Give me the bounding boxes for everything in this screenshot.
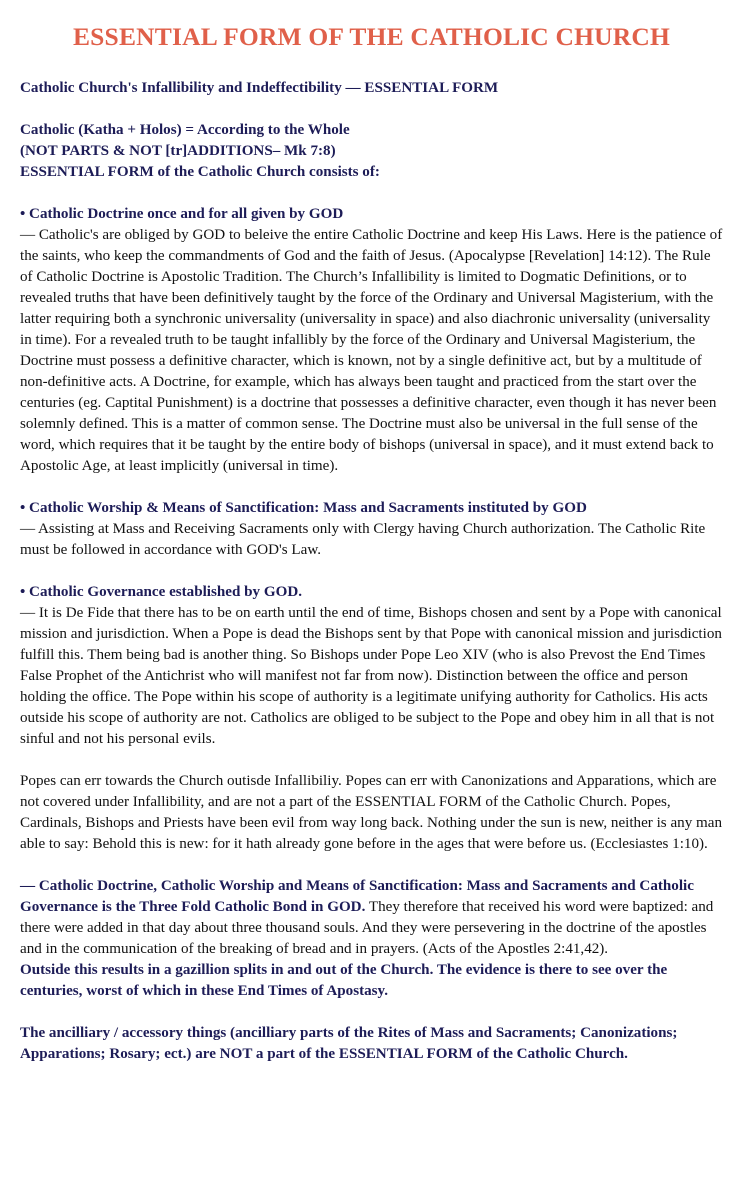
doctrine-heading: • Catholic Doctrine once and for all given by GOD <box>20 206 344 222</box>
threefold-body: They therefore that received his word were baptized: and there were added in that day about three thousand souls. And they were persevering in the doctrine of the apostles and in the communication of the breaking of bread and in prayers. (Acts of the Apostles 2:41,42). <box>20 899 714 957</box>
governance-heading: • Catholic Governance established by GOD. <box>20 584 303 600</box>
spacer <box>20 99 723 120</box>
spacer <box>20 561 723 582</box>
threefold-bold: — Catholic Doctrine, Catholic Worship and Means of Sanctification: Mass and Sacraments and Catholic Governance is the Three Fold Catholic Bond in GOD. <box>20 878 694 915</box>
intro-line-3: ESSENTIAL FORM of the Catholic Church consists of: <box>20 164 380 180</box>
intro-line-1: Catholic (Katha + Holos) = According to the Whole <box>20 122 350 138</box>
spacer <box>20 1002 723 1023</box>
governance-body: — It is De Fide that there has to be on earth until the end of time, Bishops chosen and sent by a Pope with canonical mission and jurisdiction. When a Pope is dead the Bishops sent by that Pope with canonical mission and jurisdiction fulfill this. Them being bad is another thing. So Bishops under Pope Leo XIV (who is also Prevost the End Times False Prophet of the Antichrist who will manifest not far from now). Distinction between the office and person holding the office. The Pope within his scope of authority is a legitimate unifying authority for Catholics. His acts outside his scope of authority are not. Catholics are obliged to be subject to the Pope and obey him in all that is not sinful and not his personal evils. <box>20 605 722 747</box>
spacer <box>20 183 723 204</box>
doctrine-body: — Catholic's are obliged by GOD to beleive the entire Catholic Doctrine and keep His Laws. Here is the patience of the saints, who keep the commandments of God and the faith of Jesus. (Apocalypse [Revelation] 14:12). The Rule of Catholic Doctrine is Apostolic Tradition. The Church’s Infallibility is limited to Dogmatic Definitions, or to revealed truths that have been definitively taught by the force of the Ordinary and Universal Magisterium, with the latter requiring both a synchronic universality (universality in space) and also diachronic universality (universality in time). For a revealed truth to be taught infallibly by the force of the Ordinary and Universal Magisterium, the Doctrine must possess a definitive character, which is known, not by a single definitive act, but by a multitude of non-definitive acts. A Doctrine, for example, which has always been taught and practiced from the start over the centuries (eg. Captital Punishment) is a doctrine that possesses a definitive character, even though it has never been solemnly defined. This is a matter of common sense. The Doctrine must also be universal in the full sense of the word, which requires that it be taught by the entire body of bishops (universal in space), and it must extend back to Apostolic Age, at least implicitly (universal in time). <box>20 227 723 474</box>
subtitle: Catholic Church's Infallibility and Indeffectibility — ESSENTIAL FORM <box>20 80 499 96</box>
outside-statement: Outside this results in a gazillion splits in and out of the Church. The evidence is there to see over the centuries, worst of which in these End Times of Apostasy. <box>20 962 668 999</box>
ancillary-statement: The ancilliary / accessory things (ancilliary parts of the Rites of Mass and Sacraments; Canonizations; Apparations; Rosary; ect.) are NOT a part of the ESSENTIAL FORM of the Catholic Church. <box>20 1025 678 1062</box>
popes-err-paragraph: Popes can err towards the Church outisde Infallibiliy. Popes can err with Canonizations and Apparations, which are not covered under Infallibility, and are not a part of the ESSENTIAL FORM of the Catholic Church. Popes, Cardinals, Bishops and Priests have been evil from way long back. Nothing under the sun is new, neither is any man able to say: Behold this is new: for it hath already gone before in the ages that were before us. (Ecclesiastes 1:10). <box>20 773 722 852</box>
spacer <box>20 855 723 876</box>
worship-heading: • Catholic Worship & Means of Sanctification: Mass and Sacraments instituted by GOD <box>20 500 587 516</box>
threefold-paragraph <box>20 876 723 960</box>
worship-body: — Assisting at Mass and Receiving Sacraments only with Clergy having Church authorization. The Catholic Rite must be followed in accordance with GOD's Law. <box>20 521 706 558</box>
page-title: ESSENTIAL FORM OF THE CATHOLIC CHURCH <box>72 22 671 51</box>
document-body <box>20 78 723 1065</box>
spacer <box>20 750 723 771</box>
intro-line-2: (NOT PARTS & NOT [tr]ADDITIONS– Mk 7:8) <box>20 143 336 159</box>
spacer <box>20 477 723 498</box>
